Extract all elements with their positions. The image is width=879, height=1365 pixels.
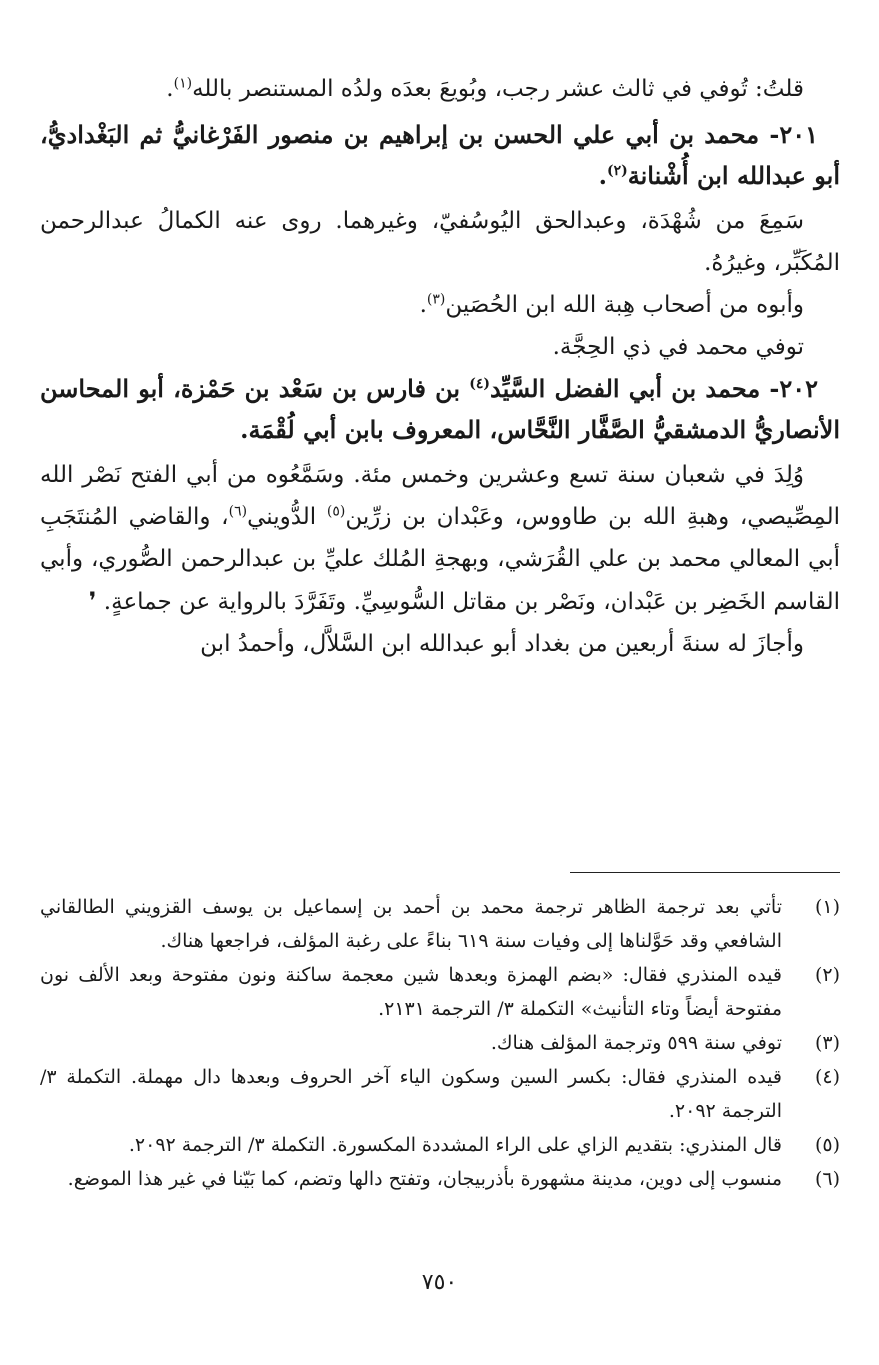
paragraph-text-a: وُلِدَ في شعبان سنة تسع وعشرين وخمس مئة. وسَمَّعُوه من أبي الفتح نَصْر الله المِصِّيصي، وهبةِ الله بن طاووس، وعَبْدان بن زرِّين — [40, 462, 841, 530]
ornament-mark: ❜ — [88, 587, 97, 615]
paragraph-text: قلتُ: تُوفي في ثالث عشر رجب، وبُويعَ بعدَه ولدُه المستنصر بالله — [192, 76, 804, 102]
paragraph-end: . — [166, 76, 174, 102]
entry-heading-text-b: بن فارس بن سَعْد بن حَمْزة، أبو المحاسن الأنصاريُّ الدمشقيُّ الصَّفَّار النَّحَّاس، المعروف بابن أبي لُقْمَة. — [40, 374, 840, 444]
footnote-item — [40, 1060, 840, 1128]
footnote-text: توفي سنة ٥٩٩ وترجمة المؤلف هناك. — [490, 1032, 782, 1054]
footnote-marker[interactable]: (٤) — [469, 376, 491, 392]
entry-heading-201 — [40, 114, 840, 196]
paragraph-ijaza: وأجازَ له سنةَ أربعين من بغداد أبو عبدالله ابن السَّلاَّل، وأحمدُ ابن — [200, 631, 804, 657]
entry-heading-text-a: ٢٠٢- محمد بن أبي الفضل السَّيِّد — [490, 374, 819, 403]
footnote-item — [40, 958, 840, 1026]
footnotes-section — [40, 890, 840, 1196]
footnote-item — [40, 1162, 840, 1196]
footnote-item — [40, 1128, 840, 1162]
paragraph-death: توفي محمد في ذي الحِجَّة. — [552, 334, 804, 360]
footnote-item — [40, 890, 840, 958]
footnote-number: (٦) — [814, 1168, 840, 1190]
footnote-number: (٢) — [814, 964, 840, 986]
footnote-text: تأتي بعد ترجمة الظاهر ترجمة محمد بن أحمد بن إسماعيل بن يوسف القزويني الطالقاني الشافعي وقد حَوَّلناها إلى وفيات سنة ٦١٩ بناءً على رغبة المؤلف، فراجعها هناك. — [40, 896, 782, 952]
entry-heading-202 — [40, 368, 840, 450]
paragraph-narrators: سَمِعَ من شُهْدَة، وعبدالحق اليُوسُفيّ، وغيرهما. روى عنه الكمالُ عبدالرحمن المُكَبِّر، وغيرُهُ. — [40, 208, 840, 276]
footnote-text: قيده المنذري فقال: «بضم الهمزة وبعدها شين معجمة ساكنة ونون مفتوحة وبعد الألف نون مفتوحة أيضاً وتاء التأنيث» التكملة ٣/ الترجمة ٢١٣١. — [40, 964, 782, 1020]
footnote-text: منسوب إلى دوين، مدينة مشهورة بأذربيجان، وتفتح دالها وتضم، كما بَيّنا في غير هذا الموضع. — [67, 1168, 782, 1190]
footnote-text: قال المنذري: بتقديم الزاي على الراء المشددة المكسورة. التكملة ٣/ الترجمة ٢٠٩٢. — [128, 1134, 782, 1156]
footnote-number: (٥) — [814, 1134, 840, 1156]
paragraph-text-c: ، والقاضي المُنتَجَبِ أبي المعالي محمد بن علي القُرَشي، وبهجةِ المُلك عليِّ بن عبدالرحمن الصُّوري، وأبي القاسم الخَضِر بن عَبْدان، ونَصْر بن مقاتل السُّوسِيِّ. وتَفَرَّدَ بالرواية عن جماعةٍ. — [40, 504, 840, 615]
paragraph-end: . — [419, 292, 427, 318]
footnote-number: (٣) — [814, 1032, 840, 1054]
footnote-item — [40, 1026, 840, 1060]
footnote-number: (١) — [814, 896, 840, 918]
footnote-marker[interactable]: (٢) — [606, 163, 628, 179]
paragraph-father — [40, 284, 840, 326]
paragraph-text: وأبوه من أصحاب هِبة الله ابن الحُصَين — [445, 292, 804, 318]
main-text — [40, 68, 840, 665]
footnote-marker[interactable]: (٥) — [326, 503, 346, 520]
footnote-marker[interactable]: (٦) — [228, 503, 248, 520]
footnote-number: (٤) — [814, 1066, 840, 1088]
paragraph-note — [40, 68, 840, 110]
footnote-marker[interactable]: (١) — [173, 75, 193, 92]
footnote-text: قيده المنذري فقال: بكسر السين وسكون الياء آخر الحروف وبعدها دال مهملة. التكملة ٣/ الترجمة ٢٠٩٢. — [40, 1066, 782, 1122]
page-number: ٧٥٠ — [421, 1270, 458, 1295]
entry-heading-text: ٢٠١- محمد بن أبي علي الحسن بن إبراهيم بن منصور الفَرْغانيُّ ثم البَغْداديُّ، أبو عبدالله ابن أُشْنانة — [40, 120, 840, 190]
footnote-marker[interactable]: (٣) — [426, 291, 446, 308]
document-page — [40, 68, 841, 1190]
footnote-divider — [570, 872, 840, 873]
paragraph-text-b: الدُّويني — [247, 504, 317, 530]
paragraph-birth — [40, 454, 840, 623]
entry-heading-end: . — [598, 161, 607, 190]
